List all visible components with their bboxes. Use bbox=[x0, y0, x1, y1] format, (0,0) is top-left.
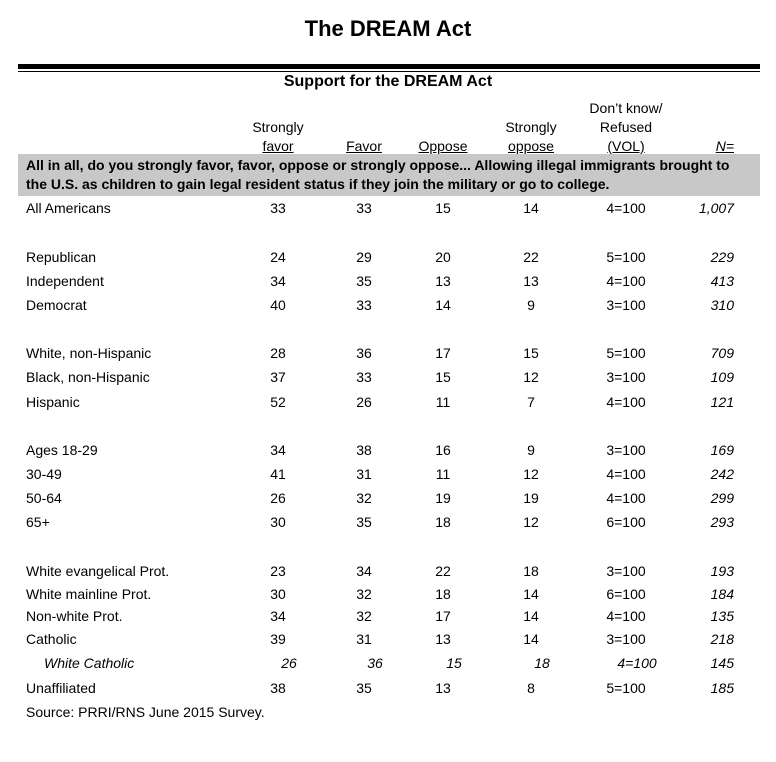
title-rule-thin bbox=[18, 71, 760, 72]
row-label: White evangelical Prot. bbox=[26, 563, 170, 579]
cell-favor: 35 bbox=[356, 680, 372, 696]
cell-n: 184 bbox=[710, 586, 734, 602]
cell-n: 169 bbox=[710, 442, 734, 458]
cell-strongly-oppose: 14 bbox=[523, 608, 539, 624]
cell-strongly-oppose: 7 bbox=[527, 394, 535, 410]
table-row bbox=[0, 198, 776, 218]
cell-strongly-oppose: 12 bbox=[523, 514, 539, 530]
cell-strongly-favor: 37 bbox=[270, 369, 286, 385]
cell-oppose: 18 bbox=[435, 514, 451, 530]
cell-dont-know: 5=100 bbox=[606, 345, 646, 361]
table-row bbox=[0, 247, 776, 267]
cell-strongly-favor: 39 bbox=[270, 631, 286, 647]
cell-oppose: 13 bbox=[435, 273, 451, 289]
cell-dont-know: 4=100 bbox=[606, 394, 646, 410]
cell-n: 1,007 bbox=[698, 200, 734, 216]
cell-dont-know: 6=100 bbox=[606, 514, 646, 530]
table-row bbox=[0, 653, 776, 673]
cell-strongly-favor: 38 bbox=[270, 680, 286, 696]
cell-strongly-oppose: 18 bbox=[523, 563, 539, 579]
cell-strongly-favor: 41 bbox=[270, 466, 286, 482]
table-row bbox=[0, 295, 776, 315]
cell-favor: 32 bbox=[356, 586, 372, 602]
header-n-label: N= bbox=[715, 138, 734, 154]
row-label: 65+ bbox=[26, 514, 50, 530]
header-favor-label: Favor bbox=[346, 138, 382, 154]
cell-dont-know: 5=100 bbox=[606, 680, 646, 696]
cell-strongly-oppose: 19 bbox=[523, 490, 539, 506]
cell-dont-know: 3=100 bbox=[606, 369, 646, 385]
cell-favor: 35 bbox=[356, 273, 372, 289]
row-label: 30-49 bbox=[26, 466, 62, 482]
row-label: Non-white Prot. bbox=[26, 608, 123, 624]
header-dont-know-line3: (VOL) bbox=[607, 138, 645, 154]
cell-dont-know: 5=100 bbox=[606, 249, 646, 265]
cell-favor: 31 bbox=[356, 466, 372, 482]
cell-n: 135 bbox=[710, 608, 734, 624]
cell-oppose: 16 bbox=[435, 442, 451, 458]
cell-oppose: 19 bbox=[435, 490, 451, 506]
row-label: Hispanic bbox=[26, 394, 80, 410]
cell-dont-know: 4=100 bbox=[606, 200, 646, 216]
cell-n: 310 bbox=[710, 297, 734, 313]
cell-dont-know: 6=100 bbox=[606, 586, 646, 602]
cell-n: 413 bbox=[710, 273, 734, 289]
cell-favor: 33 bbox=[356, 200, 372, 216]
row-label: All Americans bbox=[26, 200, 111, 216]
cell-oppose: 11 bbox=[435, 466, 451, 482]
cell-strongly-favor: 34 bbox=[270, 442, 286, 458]
cell-oppose: 20 bbox=[435, 249, 451, 265]
cell-favor: 33 bbox=[356, 369, 372, 385]
table-row bbox=[0, 584, 776, 604]
row-label: White, non-Hispanic bbox=[26, 345, 152, 361]
table-row bbox=[0, 606, 776, 626]
cell-strongly-oppose: 9 bbox=[527, 442, 535, 458]
cell-strongly-oppose: 13 bbox=[523, 273, 539, 289]
row-label: Independent bbox=[26, 273, 104, 289]
cell-strongly-favor: 26 bbox=[281, 655, 297, 671]
cell-dont-know: 3=100 bbox=[606, 442, 646, 458]
header-dont-know-line1: Don’t know/ bbox=[589, 100, 663, 116]
cell-strongly-oppose: 12 bbox=[523, 369, 539, 385]
cell-strongly-oppose: 18 bbox=[534, 655, 550, 671]
row-label: 50-64 bbox=[26, 490, 62, 506]
cell-n: 218 bbox=[710, 631, 734, 647]
cell-dont-know: 4=100 bbox=[606, 273, 646, 289]
row-label: Republican bbox=[26, 249, 97, 265]
table-row bbox=[0, 678, 776, 698]
cell-strongly-oppose: 12 bbox=[523, 466, 539, 482]
cell-dont-know: 4=100 bbox=[606, 608, 646, 624]
row-label: Ages 18-29 bbox=[26, 442, 98, 458]
cell-strongly-favor: 30 bbox=[270, 514, 286, 530]
cell-strongly-favor: 34 bbox=[270, 273, 286, 289]
header-strongly-oppose-line1: Strongly bbox=[505, 119, 557, 135]
cell-strongly-favor: 52 bbox=[270, 394, 286, 410]
cell-strongly-oppose: 15 bbox=[523, 345, 539, 361]
cell-favor: 26 bbox=[356, 394, 372, 410]
cell-oppose: 13 bbox=[435, 631, 451, 647]
row-label: Black, non-Hispanic bbox=[26, 369, 150, 385]
page-title: The DREAM Act bbox=[304, 16, 472, 41]
cell-favor: 38 bbox=[356, 442, 372, 458]
cell-oppose: 15 bbox=[435, 369, 451, 385]
header-oppose-label: Oppose bbox=[418, 138, 468, 154]
cell-oppose: 11 bbox=[435, 394, 451, 410]
table-row bbox=[0, 271, 776, 291]
cell-n: 709 bbox=[710, 345, 734, 361]
cell-oppose: 15 bbox=[446, 655, 462, 671]
header-strongly-favor-line1: Strongly bbox=[252, 119, 304, 135]
cell-oppose: 15 bbox=[435, 200, 451, 216]
cell-dont-know: 4=100 bbox=[606, 466, 646, 482]
cell-strongly-oppose: 14 bbox=[523, 586, 539, 602]
row-label: Catholic bbox=[26, 631, 77, 647]
table-row bbox=[0, 488, 776, 508]
cell-n: 185 bbox=[710, 680, 734, 696]
table-row bbox=[0, 464, 776, 484]
cell-favor: 32 bbox=[356, 490, 372, 506]
cell-strongly-oppose: 8 bbox=[527, 680, 535, 696]
header-dont-know bbox=[570, 99, 682, 156]
cell-n: 109 bbox=[710, 369, 734, 385]
table-row bbox=[0, 392, 776, 412]
cell-strongly-favor: 33 bbox=[270, 200, 286, 216]
cell-n: 242 bbox=[710, 466, 734, 482]
cell-strongly-favor: 30 bbox=[270, 586, 286, 602]
cell-strongly-oppose: 22 bbox=[523, 249, 539, 265]
table-row bbox=[0, 561, 776, 581]
cell-oppose: 18 bbox=[435, 586, 451, 602]
table-row bbox=[0, 343, 776, 363]
header-strongly-oppose-line2: oppose bbox=[508, 138, 554, 154]
cell-dont-know: 3=100 bbox=[606, 563, 646, 579]
cell-strongly-favor: 24 bbox=[270, 249, 286, 265]
cell-strongly-favor: 34 bbox=[270, 608, 286, 624]
cell-oppose: 17 bbox=[435, 345, 451, 361]
cell-n: 293 bbox=[710, 514, 734, 530]
cell-strongly-favor: 26 bbox=[270, 490, 286, 506]
cell-favor: 32 bbox=[356, 608, 372, 624]
cell-oppose: 14 bbox=[435, 297, 451, 313]
table-row bbox=[0, 440, 776, 460]
cell-n: 121 bbox=[710, 394, 734, 410]
cell-favor: 29 bbox=[356, 249, 372, 265]
header-strongly-favor-line2: favor bbox=[262, 138, 294, 154]
cell-favor: 34 bbox=[356, 563, 372, 579]
cell-favor: 36 bbox=[356, 345, 372, 361]
cell-n: 229 bbox=[710, 249, 734, 265]
survey-question: All in all, do you strongly favor, favor, oppose or strongly oppose... Allowing illegal immigrants brought to the U.S. as children to gain legal resident status if they join the military or go to college. bbox=[18, 154, 760, 196]
cell-favor: 33 bbox=[356, 297, 372, 313]
source-note: Source: PRRI/RNS June 2015 Survey. bbox=[26, 704, 265, 720]
row-label: White mainline Prot. bbox=[26, 586, 152, 602]
header-strongly-oppose bbox=[494, 118, 568, 156]
header-dont-know-line2: Refused bbox=[599, 119, 653, 135]
cell-n: 299 bbox=[710, 490, 734, 506]
cell-strongly-oppose: 14 bbox=[523, 200, 539, 216]
cell-favor: 36 bbox=[367, 655, 383, 671]
cell-oppose: 22 bbox=[435, 563, 451, 579]
row-label: White Catholic bbox=[44, 655, 135, 671]
cell-strongly-favor: 40 bbox=[270, 297, 286, 313]
cell-strongly-favor: 28 bbox=[270, 345, 286, 361]
table-row bbox=[0, 367, 776, 387]
cell-strongly-oppose: 14 bbox=[523, 631, 539, 647]
row-label: Unaffiliated bbox=[26, 680, 96, 696]
cell-favor: 35 bbox=[356, 514, 372, 530]
table-row bbox=[0, 512, 776, 532]
cell-n: 193 bbox=[710, 563, 734, 579]
cell-favor: 31 bbox=[356, 631, 372, 647]
table-row bbox=[0, 629, 776, 649]
cell-strongly-favor: 23 bbox=[270, 563, 286, 579]
cell-dont-know: 3=100 bbox=[606, 297, 646, 313]
cell-dont-know: 4=100 bbox=[617, 655, 657, 671]
cell-dont-know: 3=100 bbox=[606, 631, 646, 647]
title-rule-thick bbox=[18, 64, 760, 69]
cell-n: 145 bbox=[710, 655, 734, 671]
header-strongly-favor bbox=[248, 118, 308, 156]
row-label: Democrat bbox=[26, 297, 87, 313]
cell-dont-know: 4=100 bbox=[606, 490, 646, 506]
cell-oppose: 17 bbox=[435, 608, 451, 624]
cell-oppose: 13 bbox=[435, 680, 451, 696]
table-subtitle: Support for the DREAM Act bbox=[283, 73, 493, 90]
cell-strongly-oppose: 9 bbox=[527, 297, 535, 313]
